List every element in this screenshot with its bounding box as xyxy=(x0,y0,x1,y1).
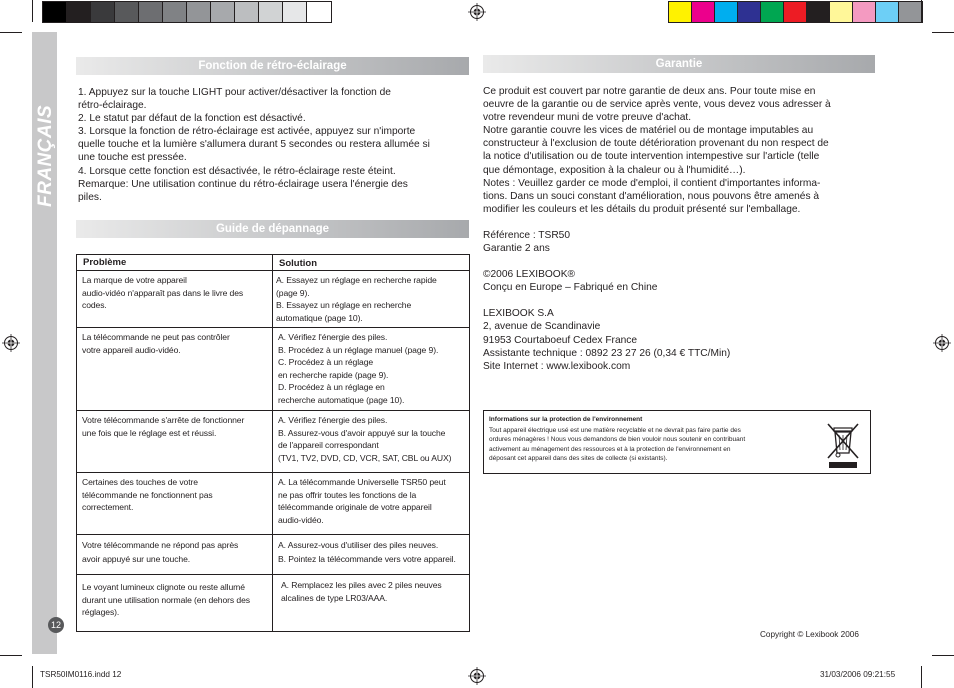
color-swatch xyxy=(139,2,163,22)
crop-mark xyxy=(0,32,22,33)
text-line: 2. Le statut par défaut de la fonction est désactivé. xyxy=(78,113,306,125)
color-swatch xyxy=(259,2,283,22)
solution-cell: A. Vérifiez l'énergie des piles. B. Assurez-vous d'avoir appuyé sur la touche de l'appareil correspondant (TV1, TV2, DVD, CD, VCR, SAT, CBL ou AUX) xyxy=(278,415,452,463)
registration-mark-icon xyxy=(468,667,486,685)
solution-cell: A. La télécommande Universelle TSR50 peut ne pas offrir toutes les fonctions de la télécommande originale de votre appareil audio-vidéo. xyxy=(278,477,446,525)
column-header-solution: Solution xyxy=(279,258,317,269)
environment-text: Informations sur la protection de l'environnement Tout appareil électrique usé est une matière recyclable et ne devrait pas faire partie des ordures ménagères ! Nous vous demandons de bien vouloir nous soutenir en contribuant activement au ménagement des ressources et à la protection de l'environnement en déposant cet appareil dans des sites de collecte (si existants). xyxy=(489,415,819,464)
color-control-strip xyxy=(668,1,923,23)
table-row xyxy=(77,411,469,473)
text-line: 4. Lorsque cette fonction est désactivée, le rétro-éclairage reste éteint. xyxy=(78,165,396,177)
crop-mark xyxy=(932,655,954,656)
text-line: votre revendeur muni de votre preuve d'achat. xyxy=(483,112,692,124)
text-line: modifier les couleurs et les détails du produit présenté sur l'emballage. xyxy=(483,203,801,215)
website-line: Site Internet : www.lexibook.com xyxy=(483,360,631,372)
color-swatch xyxy=(853,2,876,22)
text-line: la notice d'utilisation ou de toute intervention intempestive sur l'article (telle xyxy=(483,151,820,163)
text-line: 3. Lorsque la fonction de rétro-éclairage est activée, appuyez sur n'importe xyxy=(78,126,416,138)
registration-mark-icon xyxy=(2,334,20,352)
warranty-heading: Garantie xyxy=(483,55,875,73)
text-line: oeuvre de la garantie ou de service après vente, vous devez vous adresser à xyxy=(483,99,831,111)
color-swatch xyxy=(830,2,853,22)
company-name: LEXIBOOK S.A xyxy=(483,308,554,320)
copyright-line: ©2006 LEXIBOOK® xyxy=(483,269,576,281)
environment-notice xyxy=(483,410,871,474)
text-line: constructeur à l'exclusion de toute détérioration provenant du non respect de xyxy=(483,138,829,150)
table-header xyxy=(77,255,469,271)
crop-mark xyxy=(921,0,922,22)
language-label: FRANÇAIS xyxy=(35,104,56,207)
text-line: tions. Dans un souci constant d'amélioration, nous pouvons être amenés à xyxy=(483,190,820,202)
color-swatch xyxy=(784,2,807,22)
solution-cell: A. Remplacez les piles avec 2 piles neuves alcalines de type LR03/AAA. xyxy=(281,580,442,603)
color-swatch xyxy=(692,2,715,22)
text-line: piles. xyxy=(78,191,102,203)
copyright-footer: Copyright © Lexibook 2006 xyxy=(760,630,859,639)
troubleshooting-heading: Guide de dépannage xyxy=(76,220,469,238)
text-line: que démontage, exposition à la chaleur ou à l'humidité…). xyxy=(483,164,746,176)
color-swatch xyxy=(761,2,784,22)
crop-mark xyxy=(32,0,33,22)
problem-cell: Certaines des touches de votre télécommande ne fonctionnent pas correctement. xyxy=(82,477,213,513)
page-number: 12 xyxy=(48,617,64,633)
text-line: Notes : Veuillez garder ce mode d'emploi, il contient d'importantes informa- xyxy=(483,177,821,189)
text-line: rétro-éclairage. xyxy=(78,100,147,112)
color-swatch xyxy=(67,2,91,22)
color-swatch xyxy=(187,2,211,22)
solution-cell: A. Vérifiez l'énergie des piles. B. Procédez à un réglage manuel (page 9). C. Procédez à un réglage en recherche rapide (page 9). D. Procédez à un réglage en recherche automatique (page 10). xyxy=(278,332,439,405)
table-row xyxy=(77,328,469,411)
crop-mark xyxy=(0,655,22,656)
date-slug: 31/03/2006 09:21:55 xyxy=(820,670,896,679)
problem-cell: Votre télécommande ne répond pas après avoir appuyé sur une touche. xyxy=(82,540,239,564)
color-swatch xyxy=(115,2,139,22)
color-swatch xyxy=(876,2,899,22)
support-line: Assistante technique : 0892 23 27 26 (0,34 € TTC/Min) xyxy=(483,347,731,359)
address-line: 2, avenue de Scandinavie xyxy=(483,321,601,333)
backlight-heading: Fonction de rétro-éclairage xyxy=(76,57,469,75)
origin-line: Conçu en Europe – Fabriqué en Chine xyxy=(483,282,658,294)
text-line: une touche est pressée. xyxy=(78,152,187,164)
color-swatch xyxy=(163,2,187,22)
color-swatch xyxy=(307,2,331,22)
crop-mark xyxy=(932,32,954,33)
solution-cell: A. Assurez-vous d'utiliser des piles neuves. B. Pointez la télécommande vers votre appareil. xyxy=(278,540,456,564)
registration-mark-icon xyxy=(933,334,951,352)
color-swatch xyxy=(91,2,115,22)
color-swatch xyxy=(715,2,738,22)
solution-cell: A. Essayez un réglage en recherche rapide (page 9). B. Essayez un réglage en recherche automatique (page 10). xyxy=(276,275,437,323)
problem-cell: Le voyant lumineux clignote ou reste allumé durant une utilisation normale (en dehors des réglages). xyxy=(82,582,250,618)
file-slug: TSR50IM0116.indd 12 xyxy=(40,670,122,679)
grayscale-control-strip xyxy=(42,1,332,23)
crossed-out-wheelie-bin-icon xyxy=(825,420,861,470)
color-swatch xyxy=(211,2,235,22)
problem-cell: Votre télécommande s'arrête de fonctionner une fois que le réglage est et réussi. xyxy=(82,415,245,438)
text-line: 1. Appuyez sur la touche LIGHT pour activer/désactiver la fonction de xyxy=(78,87,391,98)
registration-mark-icon xyxy=(468,3,486,21)
guarantee-duration: Garantie 2 ans xyxy=(483,243,550,255)
warranty-text xyxy=(483,85,883,373)
color-swatch xyxy=(235,2,259,22)
address-line: 91953 Courtaboeuf Cedex France xyxy=(483,334,638,346)
problem-cell: La marque de votre appareil audio-vidéo n'apparaît pas dans le livre des codes. xyxy=(82,275,244,311)
table-row xyxy=(77,535,469,575)
color-swatch xyxy=(738,2,761,22)
problem-cell: La télécommande ne peut pas contrôler votre appareil audio-vidéo. xyxy=(82,332,230,355)
column-header-problem: Problème xyxy=(83,257,127,268)
color-swatch xyxy=(283,2,307,22)
product-reference: Référence : TSR50 xyxy=(483,229,571,241)
crop-mark xyxy=(32,666,33,688)
backlight-text xyxy=(78,86,470,204)
crop-mark xyxy=(921,666,922,688)
color-swatch xyxy=(669,2,692,22)
text-line: Notre garantie couvre les vices de matériel ou de montage imputables au xyxy=(483,125,814,137)
troubleshooting-table xyxy=(76,254,470,632)
table-row xyxy=(77,473,469,535)
text-line: Remarque: Une utilisation continue du rétro-éclairage usera l'énergie des xyxy=(78,178,408,190)
text-line: quelle touche et la lumière s'allumera durant 5 secondes ou restera allumée si xyxy=(78,139,430,151)
table-row xyxy=(77,271,469,328)
color-swatch xyxy=(807,2,830,22)
environment-title: Informations sur la protection de l'environnement xyxy=(489,416,643,423)
color-swatch xyxy=(899,2,922,22)
color-swatch xyxy=(43,2,67,22)
text-line: Ce produit est couvert par notre garantie de deux ans. Pour toute mise en xyxy=(483,86,816,97)
table-row xyxy=(77,575,469,632)
